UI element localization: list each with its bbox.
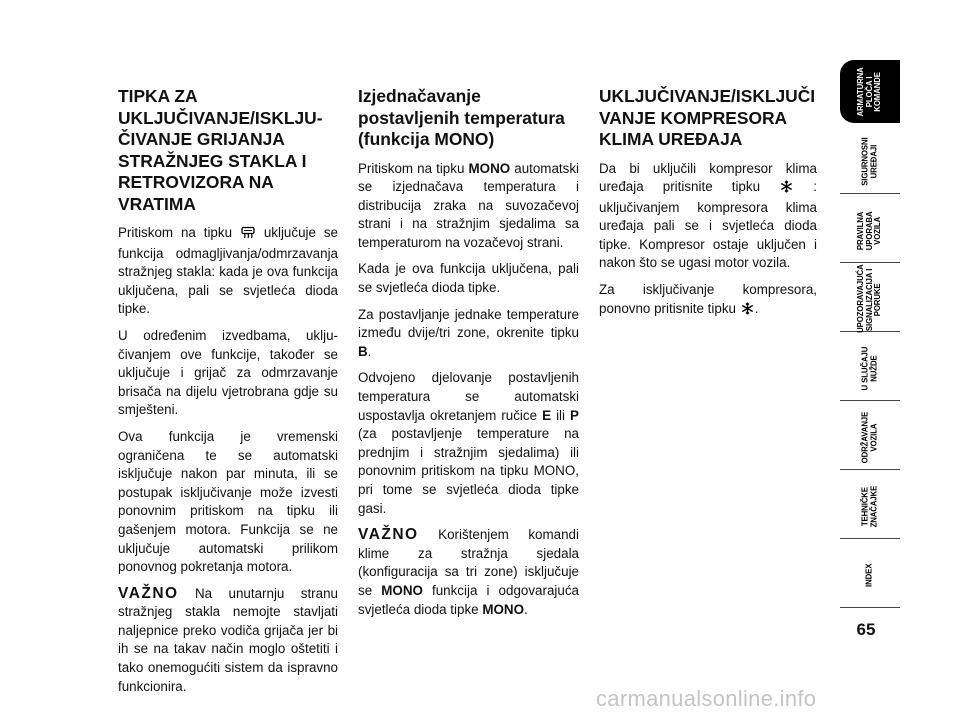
- warning-note: VAŽNO Korištenjem komandi klime za stražnja sjedala (konfiguracija sa tri zone) isključuje se MONO funkcija i odgovarajuća svjetleća dioda tipke MONO.: [358, 526, 579, 617]
- paragraph: U određenim izvedbama, uklju-čivanjem ove funkcije, također se uključuje i grijač za odmrzavanje brisača na dijelu vjetrobrana gdje su smješteni.: [118, 327, 338, 418]
- paragraph: Da bi uključili kompresor klima uređaja pritisnite tipku : uključivanjem kompresora klima uređaja pali se i svjetleća dioda tipke. Kompresor ostaje uključen i nakon što se ugasi motor vozila.: [599, 160, 817, 271]
- tab-tehnicke-znacajke[interactable]: TEHNIČKE ZNAČAJKE: [840, 475, 900, 539]
- paragraph: Pritiskom na tipku MONO automatski se izjednačava temperatura i distribucija zraka na suvozačevoj strani i na stražnjim sjedalima sa temperaturom na vozačevoj strani.: [358, 160, 579, 250]
- tab-pravilna-uporaba[interactable]: PRAVILNA UPORABA VOZILA: [840, 199, 900, 263]
- section-title-mono: Izjednačavanje postavljenih temperatura (funkcija MONO): [358, 86, 565, 149]
- paragraph: Ova funkcija je vremenski ograničena te se automatski isključuje nakon par minuta, ili se postupak isključivanje može izvesti ponovnim pritiskom na tipku ili gašenjem motora. Funkcija se ne uključuje automatski prilikom ponovnog pokretanja motora.: [118, 428, 338, 575]
- warning-note: VAŽNO Na unutarnju stranu stražnjeg stakla nemojte stavljati naljepnice preko vodiča grijača jer bi ih se na takav način moglo oštetiti i tako onemogućiti sistem da ispravno funkcionira.: [118, 584, 338, 694]
- section-title-rear-defrost: TIPKA ZA UKLJUČIVANJE/ISKLJU-ČIVANJE GRIJANJA STRAŽNJEG STAKLA I RETROVIZORA NA VRATIMA: [118, 86, 323, 214]
- snowflake-icon: [741, 302, 754, 321]
- paragraph: Pritiskom na tipku uključuje se funkcija odmagljivanja/odmrzavanja stražnjeg stakla: kada je ova funkcija uključena, pali se svjetleća dioda tipke.: [118, 225, 338, 317]
- column-rear-defrost: [118, 86, 338, 704]
- tab-upozoravajuca-signalizacija[interactable]: UPOZORAVAJUĆA SIGNALIZACIJA I PORUKE: [840, 268, 900, 332]
- tab-index[interactable]: INDEX: [840, 544, 900, 608]
- section-title-compressor: UKLJUČIVANJE/ISKLJUČI VANJE KOMPRESORA KLIMA UREĐAJA: [599, 86, 816, 149]
- page-number: 65: [856, 620, 876, 639]
- tab-sigurnosni-uredaji[interactable]: SIGURNOSNI UREĐAJI: [840, 130, 900, 194]
- tab-odrzavanje-vozila[interactable]: ODRŽAVANJE VOZILA: [840, 406, 900, 470]
- paragraph: Kada je ova funkcija uključena, pali se svjetleća dioda tipke.: [358, 261, 579, 296]
- snowflake-icon: [780, 180, 793, 199]
- watermark: carmanualsonline.info: [596, 686, 817, 711]
- warning-label: VAŽNO: [358, 526, 419, 544]
- tab-u-slucaju-nuzde[interactable]: U SLUČAJU NUŽDE: [840, 337, 900, 401]
- rear-defrost-icon: [241, 226, 255, 245]
- tab-armaturna-ploca[interactable]: ARMATURNA PLOČA I KOMANDE: [840, 60, 900, 123]
- column-compressor: [599, 86, 817, 328]
- warning-label: VAŽNO: [118, 584, 179, 602]
- paragraph: Za postavljanje jednake temperature između dvije/tri zone, okrenite tipku B.: [358, 306, 579, 359]
- paragraph: Odvojeno djelovanje postavljenih temperatura se automatski uspostavlja okretanjem ručice E ili P (za postavljenje temperature na prednjim i stražnjim sjedalima) ili ponovnim pritiskom na tipku MONO, pri tome se svjetleća dioda tipke gasi.: [358, 370, 579, 516]
- paragraph: Za isključivanje kompresora, ponovno pritisnite tipku .: [599, 281, 817, 320]
- chapter-tabs: [840, 60, 900, 613]
- column-mono-function: [358, 86, 579, 627]
